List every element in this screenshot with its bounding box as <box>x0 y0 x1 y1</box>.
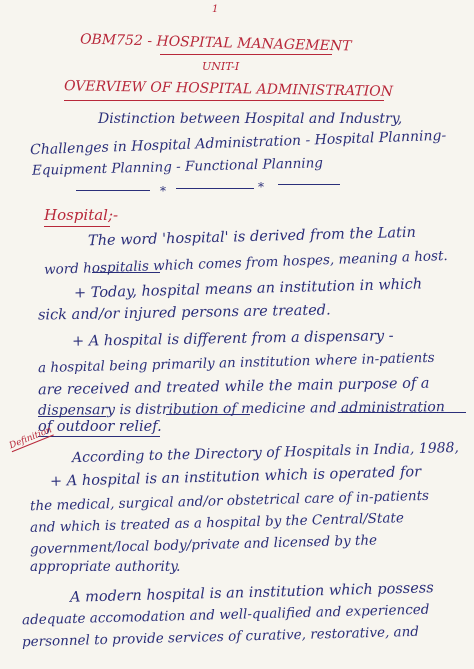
section-heading: Hospital;- <box>44 206 119 224</box>
body-line: and which is treated as a hospital by the Central/State <box>29 510 405 536</box>
separator-star-2: * <box>258 180 264 194</box>
separator-rule-2 <box>176 188 254 189</box>
body-line: a hospital being primarily an institution where in-patients <box>37 349 435 377</box>
body-line: word hospitalis which comes from hospes, meaning a host. <box>43 247 448 279</box>
administration-underline <box>338 412 466 413</box>
body-line: The word 'hospital' is derived from the Latin <box>87 224 417 250</box>
body-line: are received and treated while the main purpose of a <box>37 375 430 399</box>
body-line: + A hospital is an institution which is operated for <box>49 464 422 490</box>
separator-star-1: * <box>160 184 166 198</box>
body-line: adequate accomodation and well-qualified and experienced <box>21 601 430 629</box>
dispensary-underline <box>38 416 106 417</box>
separator-rule-1 <box>76 190 150 191</box>
separator-rule-3 <box>278 184 340 185</box>
syllabus-line-2: Challenges in Hospital Administration - Hospital Planning- <box>29 127 447 159</box>
body-line: According to the Directory of Hospitals in India, 1988, <box>71 439 460 467</box>
syllabus-line-3: Equipment Planning - Functional Planning <box>31 155 324 179</box>
body-line: sick and/or injured persons are treated. <box>37 302 331 324</box>
body-line: dispensary is distribution of medicine and administration <box>37 399 445 419</box>
body-line: of outdoor relief. <box>38 419 162 435</box>
body-line: + A hospital is different from a dispensary - <box>71 328 394 350</box>
body-line: personnel to provide services of curative, restorative, and <box>21 623 420 651</box>
course-title: OBM752 - HOSPITAL MANAGEMENT <box>79 31 352 55</box>
syllabus-line-1: Distinction between Hospital and Industry, <box>98 111 403 127</box>
chapter-title: OVERVIEW OF HOSPITAL ADMINISTRATION <box>63 78 394 100</box>
body-line: appropriate authority. <box>30 559 181 575</box>
course-underline <box>160 54 332 55</box>
distribution-underline <box>166 414 250 415</box>
body-line: the medical, surgical and/or obstetrical care of in-patients <box>29 487 430 515</box>
body-line: A modern hospital is an institution which possess <box>69 580 434 606</box>
definition-margin-tag: Definition <box>8 425 54 452</box>
body-line: + Today, hospital means an institution in which <box>73 276 423 302</box>
page-top-mark: 1 <box>212 4 219 15</box>
hospitalis-underline <box>92 272 160 273</box>
body-line: government/local body/private and licensed by the <box>29 532 378 558</box>
outdoor-relief-underline <box>38 436 160 437</box>
chapter-underline <box>64 100 384 101</box>
unit-label: UNIT-I <box>202 60 240 73</box>
section-heading-underline <box>44 226 110 227</box>
